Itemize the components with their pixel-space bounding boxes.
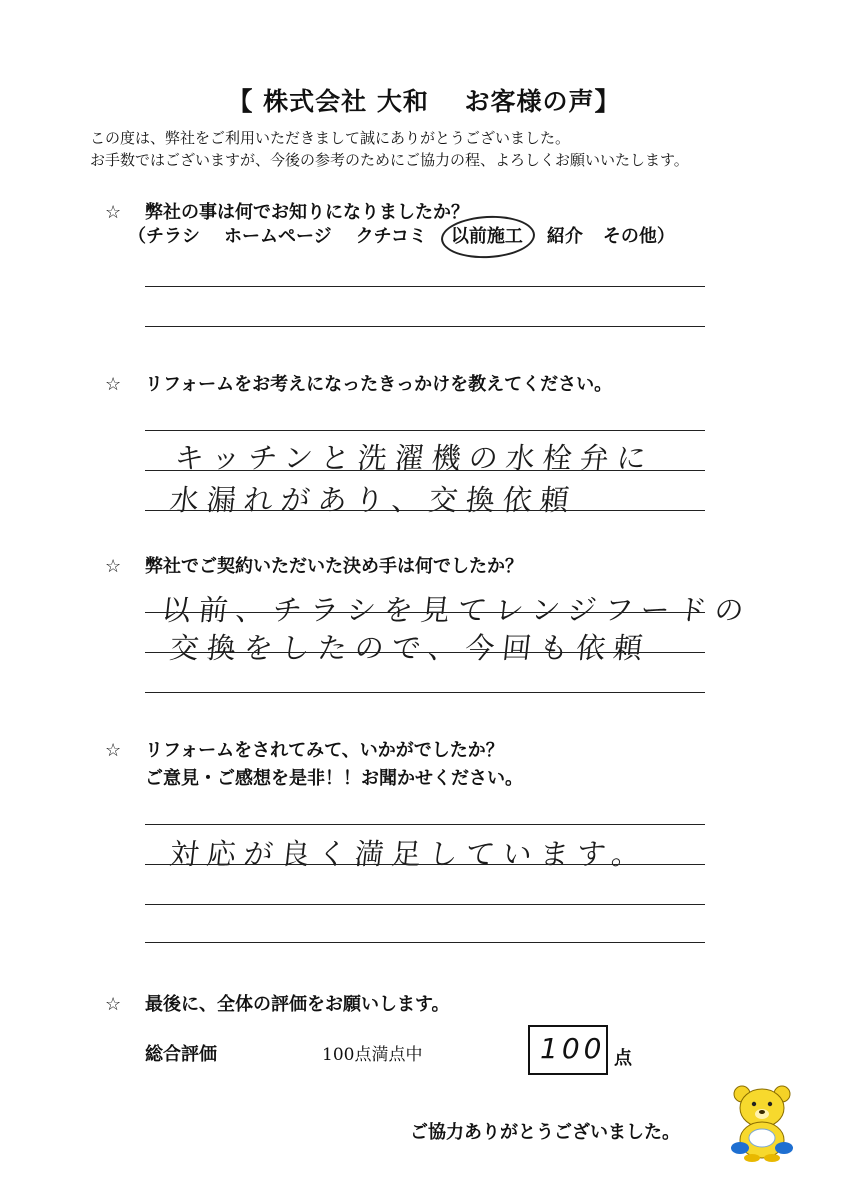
question-2-text: リフォームをお考えになったきっかけを教えてください。 (145, 374, 613, 395)
handwritten-answer-3-line-2: 交換をしたので、今回も依頼 (168, 631, 653, 665)
handwritten-answer-2-line-2: 水漏れがあり、交換依頼 (168, 483, 579, 517)
handwritten-score: 100 (540, 1032, 606, 1065)
bear-mascot-icon (728, 1082, 796, 1162)
intro-line-1: この度は、弊社をご利用いただきまして誠にありがとうございました。 (90, 129, 571, 147)
star-icon: ☆ (105, 740, 122, 761)
option-flyer: チラシ (146, 226, 200, 247)
question-4-text: リフォームをされてみて、いかがでしたか？ (145, 740, 504, 761)
star-icon: ☆ (105, 556, 122, 577)
question-4 (105, 736, 504, 762)
option-previous-work-selected: 以前施工 (451, 222, 523, 248)
intro-line-2: お手数ではございますが、今後の参考のためにご協力の程、よろしくお願いいたします。 (90, 151, 689, 169)
answer-line (145, 824, 705, 825)
score-scale-label: 100点満点中 (322, 1045, 423, 1065)
question-3 (105, 552, 523, 578)
page-title: 【 株式会社 大和 お客様の声】 (227, 87, 621, 116)
question-2 (105, 370, 612, 396)
option-other: その他 (602, 226, 657, 247)
answer-line (145, 652, 705, 653)
answer-line (145, 904, 705, 905)
paren-open: （ (128, 226, 146, 247)
option-word-of-mouth: クチコミ (355, 226, 427, 247)
overall-rating-label: 総合評価 (145, 1044, 217, 1065)
handwritten-answer-4: 対応が良く満足しています。 (168, 837, 651, 871)
handwritten-answer-3-line-1: 以前、チラシを見てレンジフードの (160, 593, 754, 627)
star-icon: ☆ (105, 374, 122, 395)
star-icon: ☆ (105, 202, 122, 223)
thank-you-message: ご協力ありがとうございました。 (410, 1122, 680, 1143)
question-1-text: 弊社の事は何でお知りになりましたか？ (145, 202, 469, 223)
answer-line (145, 864, 705, 865)
question-1 (105, 198, 469, 224)
option-homepage: ホームページ (224, 226, 332, 247)
question-5-text: 最後に、全体の評価をお願いします。 (145, 994, 450, 1015)
option-referral: 紹介 (546, 226, 583, 247)
answer-line (145, 510, 705, 511)
question-3-text: 弊社でご契約いただいた決め手は何でしたか？ (145, 556, 523, 577)
answer-line (145, 286, 705, 287)
answer-line (145, 612, 705, 613)
star-icon: ☆ (105, 994, 122, 1015)
answer-line (145, 692, 705, 693)
answer-line (145, 326, 705, 327)
question-5 (105, 990, 450, 1016)
question-4-subtext: ご意見・ご感想を是非！！お聞かせください。 (145, 768, 523, 789)
answer-line (145, 942, 705, 943)
handwritten-answer-2-line-1: キッチンと洗濯機の水栓弁に (173, 441, 656, 475)
question-1-options (128, 222, 699, 248)
answer-line (145, 430, 705, 431)
paren-close: ） (656, 226, 675, 247)
answer-line (145, 470, 705, 471)
score-unit: 点 (614, 1048, 632, 1069)
